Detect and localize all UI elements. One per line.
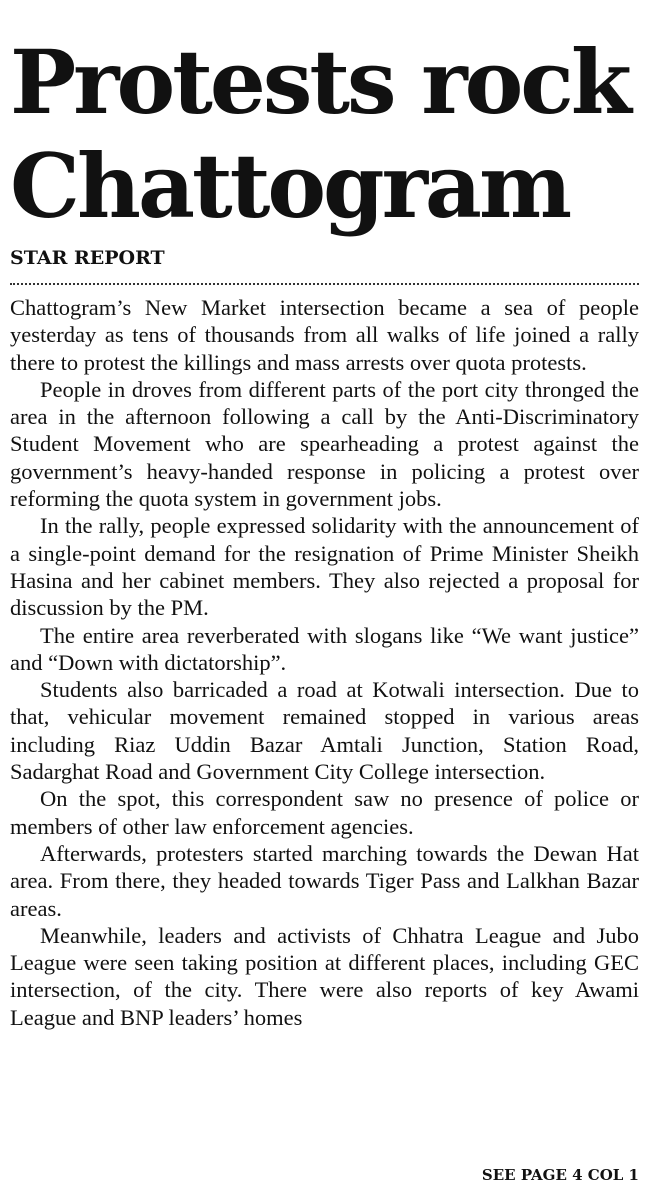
paragraph-4: The entire area reverberated with slogans like “We want justice” and “Down with dictatorship”.	[10, 622, 639, 675]
headline	[10, 30, 639, 238]
paragraph-2: People in droves from different parts of the port city thronged the area in the afternoon following a call by the Anti-Discriminatory Student Movement who are spearheading a protest against the government’s heavy-handed response in policing a protest over reforming the quota system in government jobs.	[10, 376, 639, 512]
headline-line-1: Protests rock	[10, 30, 629, 134]
paragraph-5: Students also barricaded a road at Kotwali intersection. Due to that, vehicular movement remained stopped in various areas including Riaz Uddin Bazar Amtali Junction, Station Road, Sadarghat Road and Government City College intersection.	[10, 677, 639, 785]
paragraph-7: Afterwards, protesters started marching towards the Dewan Hat area. From there, they headed towards Tiger Pass and Lalkhan Bazar areas.	[10, 840, 639, 921]
paragraph-3: In the rally, people expressed solidarity with the announcement of a single-point demand for the resignation of Prime Minister Sheikh Hasina and her cabinet members. They also rejected a proposal for discussion by the PM.	[10, 513, 639, 621]
byline: STAR REPORT	[10, 247, 165, 269]
continuation-jump-line: SEE PAGE 4 COL 1	[481, 1166, 639, 1184]
paragraph-8: Meanwhile, leaders and activists of Chhatra League and Jubo League were seen taking position at different places, including GEC intersection, of the city. There were also reports of key Awami League and BNP leaders’ homes	[10, 922, 639, 1030]
headline-line-2: Chattogram	[10, 134, 570, 238]
news-article	[10, 0, 639, 1201]
dotted-divider	[10, 283, 639, 285]
article-body	[10, 294, 639, 1031]
paragraph-1: Chattogram’s New Market intersection became a sea of people yesterday as tens of thousands from all walks of life joined a rally there to protest the killings and mass arrests over quota protests.	[10, 295, 639, 375]
paragraph-6: On the spot, this correspondent saw no presence of police or members of other law enforcement agencies.	[10, 786, 639, 839]
